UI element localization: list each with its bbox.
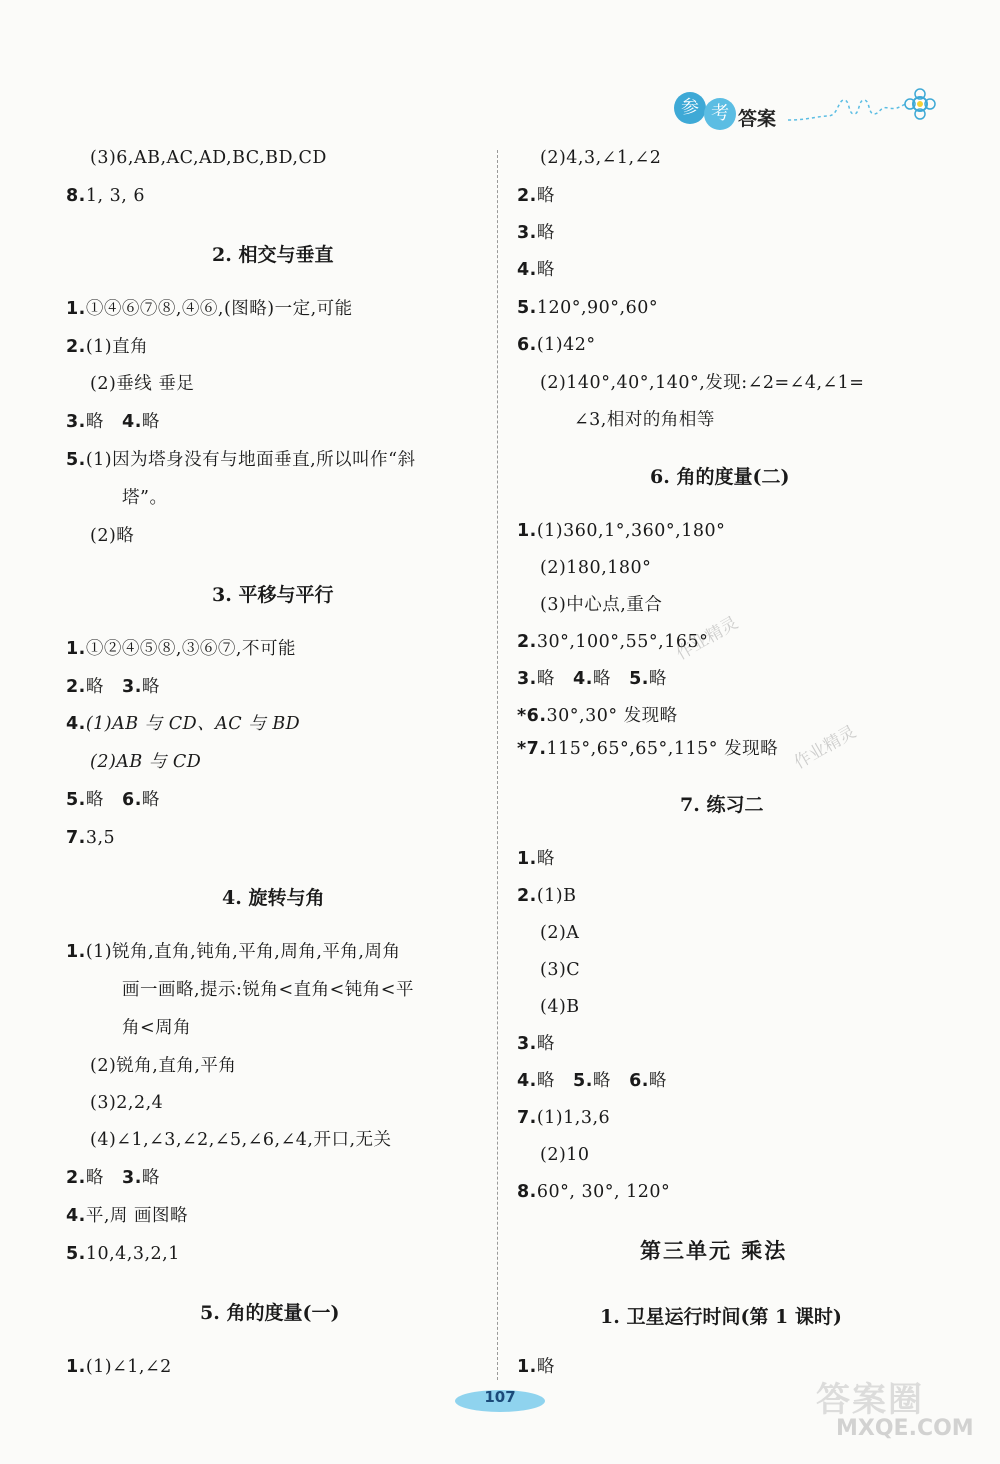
answer-text: 30°,100°,55°,165° — [536, 632, 709, 652]
answer-text: 略 — [648, 669, 667, 689]
answer-text: 略 — [85, 677, 104, 697]
section-title: 5. 角的度量(一) — [200, 1302, 340, 1324]
answer-1 — [66, 940, 401, 964]
answer-8 — [66, 184, 145, 208]
answer-number: 5. — [66, 1244, 86, 1264]
answer-7 — [517, 737, 778, 761]
answer-number: 5. — [573, 1071, 593, 1091]
logo-url: MXQE.COM — [836, 1416, 974, 1441]
answer-5 — [66, 1242, 180, 1266]
answer-text: 略 — [536, 223, 555, 243]
answer-1 — [517, 847, 555, 871]
answer-1 — [517, 1355, 555, 1379]
unit-title: 第三单元 乘法 — [640, 1238, 788, 1263]
answer-number: 2. — [66, 337, 86, 357]
answer-6 — [517, 704, 678, 728]
answer-text: (1)∠1,∠2 — [85, 1357, 172, 1377]
answer-text: 略 — [141, 677, 160, 697]
answer-number: 3. — [66, 412, 86, 432]
answer-number: 1. — [66, 942, 86, 962]
answer-number: 6. — [122, 790, 142, 810]
answer-2-3 — [66, 675, 160, 699]
answer-number: 4. — [66, 714, 86, 734]
answer-3-4-5 — [517, 667, 667, 691]
answer-5 — [66, 448, 416, 472]
answer-3 — [517, 221, 555, 245]
answer-4 — [517, 258, 555, 282]
answer-line: (3)中心点,重合 — [540, 595, 663, 615]
answer-text: 略 — [536, 669, 555, 689]
answer-text: 30°,30° 发现略 — [546, 706, 678, 726]
answer-line: (2)140°,40°,140°,发现:∠2=∠4,∠1= — [540, 373, 865, 393]
answer-line: 角<周角 — [122, 1018, 192, 1038]
answer-number: 1. — [517, 849, 537, 869]
answer-1 — [66, 1355, 172, 1379]
answer-2 — [517, 884, 576, 908]
answer-number: 3. — [122, 677, 142, 697]
answer-number: 2. — [66, 1168, 86, 1188]
answer-number: 3. — [517, 1034, 537, 1054]
answer-line: (2)略 — [90, 526, 135, 546]
answer-line: 塔”。 — [122, 488, 168, 508]
answer-line: (2)180,180° — [540, 558, 652, 578]
answer-number: 5. — [66, 450, 86, 470]
answer-number: *6. — [517, 706, 547, 726]
answer-text: 略 — [141, 1168, 160, 1188]
flower-decoration-icon — [788, 86, 938, 126]
answer-number: 2. — [517, 186, 537, 206]
answer-number: 6. — [517, 335, 537, 355]
answer-text: (1)直角 — [85, 337, 149, 357]
answer-line: (4)∠1,∠3,∠2,∠5,∠6,∠4,开口,无关 — [90, 1130, 392, 1150]
answer-number: 5. — [517, 298, 537, 318]
answer-text: 略 — [536, 1357, 555, 1377]
answer-text: 略 — [536, 260, 555, 280]
answer-text: 3,5 — [85, 828, 116, 848]
answer-text: 略 — [141, 412, 160, 432]
answer-1 — [66, 637, 296, 661]
answer-2 — [66, 335, 148, 359]
section-title: 7. 练习二 — [680, 794, 764, 816]
answer-number: 4. — [66, 1206, 86, 1226]
logo-text: 答案圈 — [816, 1380, 924, 1420]
answer-2 — [517, 184, 555, 208]
answer-text: (1)1,3,6 — [536, 1108, 611, 1128]
answer-text: 略 — [85, 790, 104, 810]
answer-text: 1, 3, 6 — [85, 186, 145, 206]
answer-number: 1. — [66, 639, 86, 659]
answer-number: 1. — [517, 521, 537, 541]
answer-text: 略 — [141, 790, 160, 810]
answer-text: ①②④⑤⑧,③⑥⑦,不可能 — [85, 639, 296, 659]
answer-2-3 — [66, 1166, 160, 1190]
answer-line: (2)AB 与 CD — [90, 752, 202, 772]
answer-number: 5. — [66, 790, 86, 810]
answer-number: 4. — [573, 669, 593, 689]
section-title: 6. 角的度量(二) — [650, 466, 790, 488]
section-title: 1. 卫星运行时间(第 1 课时) — [600, 1306, 842, 1328]
header-title: 答案 — [738, 108, 777, 130]
answer-text: 略 — [536, 849, 555, 869]
answer-text: 平,周 画图略 — [85, 1206, 188, 1226]
site-logo — [816, 1380, 996, 1460]
header-bubble-kao: 考 — [704, 98, 736, 130]
answer-number: 1. — [66, 299, 86, 319]
answer-1 — [517, 519, 725, 543]
answer-text: 略 — [536, 186, 555, 206]
answer-text: 60°, 30°, 120° — [536, 1182, 671, 1202]
answer-number: 3. — [122, 1168, 142, 1188]
answer-text: ①④⑥⑦⑧,④⑥,(图略)一定,可能 — [85, 299, 353, 319]
answer-number: 7. — [517, 1108, 537, 1128]
answer-4 — [66, 1204, 188, 1228]
answer-text: 略 — [85, 412, 104, 432]
answer-line: (2)垂线 垂足 — [90, 374, 195, 394]
page-number — [455, 1386, 545, 1412]
answer-7 — [517, 1106, 610, 1130]
answer-line: (2)4,3,∠1,∠2 — [540, 148, 662, 168]
answer-line: (3)6,AB,AC,AD,BC,BD,CD — [90, 148, 327, 168]
answer-line: (2)A — [540, 923, 580, 943]
answer-text: 略 — [592, 1071, 611, 1091]
reference-answer-header — [668, 86, 968, 136]
answer-number: 8. — [517, 1182, 537, 1202]
answer-line: (2)10 — [540, 1145, 590, 1165]
answer-7 — [66, 826, 115, 850]
answer-line: (3)2,2,4 — [90, 1093, 164, 1113]
answer-3 — [517, 1032, 555, 1056]
answer-4 — [66, 712, 300, 736]
answer-number: 6. — [629, 1071, 649, 1091]
answer-4-5-6 — [517, 1069, 667, 1093]
answer-text: (1)因为塔身没有与地面垂直,所以叫作“斜 — [85, 450, 416, 470]
answer-line: 画一画略,提示:锐角<直角<钝角<平 — [122, 980, 414, 1000]
answer-number: 7. — [66, 828, 86, 848]
answer-text: (1)42° — [536, 335, 596, 355]
answer-text: 115°,65°,65°,115° 发现略 — [546, 739, 779, 759]
answer-line: (4)B — [540, 997, 580, 1017]
column-divider — [497, 150, 498, 1380]
answer-number: 1. — [66, 1357, 86, 1377]
answer-number: 5. — [629, 669, 649, 689]
answer-1 — [66, 297, 353, 321]
section-title: 3. 平移与平行 — [212, 584, 334, 606]
page-number-text: 107 — [484, 1388, 516, 1406]
answer-number: 2. — [517, 886, 537, 906]
answer-text: 略 — [592, 669, 611, 689]
answer-text: 略 — [85, 1168, 104, 1188]
answer-line: ∠3,相对的角相等 — [574, 410, 715, 430]
answer-text: 略 — [536, 1034, 555, 1054]
answer-line: (3)C — [540, 960, 581, 980]
watermark: 作业精灵 — [672, 613, 742, 665]
answer-number: 1. — [517, 1357, 537, 1377]
answer-text: 120°,90°,60° — [536, 298, 659, 318]
answer-text: (1)B — [536, 886, 577, 906]
section-title: 2. 相交与垂直 — [212, 244, 334, 266]
watermark: 作业精灵 — [790, 722, 860, 774]
answer-3-4 — [66, 410, 160, 434]
answer-8 — [517, 1180, 670, 1204]
answer-text: 10,4,3,2,1 — [85, 1244, 180, 1264]
answer-text: (1)锐角,直角,钝角,平角,周角,平角,周角 — [85, 942, 401, 962]
answer-number: 3. — [517, 669, 537, 689]
answer-text: (1)360,1°,360°,180° — [536, 521, 726, 541]
answer-number: 4. — [517, 260, 537, 280]
answer-5 — [517, 296, 658, 320]
answer-5-6 — [66, 788, 160, 812]
answer-number: 3. — [517, 223, 537, 243]
answer-number: *7. — [517, 739, 547, 759]
section-title: 4. 旋转与角 — [222, 887, 325, 909]
answer-number: 4. — [122, 412, 142, 432]
answer-number: 2. — [517, 632, 537, 652]
answer-text: 略 — [536, 1071, 555, 1091]
header-bubble-can: 参 — [674, 92, 706, 124]
answer-number: 2. — [66, 677, 86, 697]
answer-6 — [517, 333, 596, 357]
answer-number: 8. — [66, 186, 86, 206]
answer-text: 略 — [648, 1071, 667, 1091]
answer-number: 4. — [517, 1071, 537, 1091]
answer-line: (2)锐角,直角,平角 — [90, 1056, 237, 1076]
answer-text: (1)AB 与 CD、AC 与 BD — [85, 714, 301, 734]
